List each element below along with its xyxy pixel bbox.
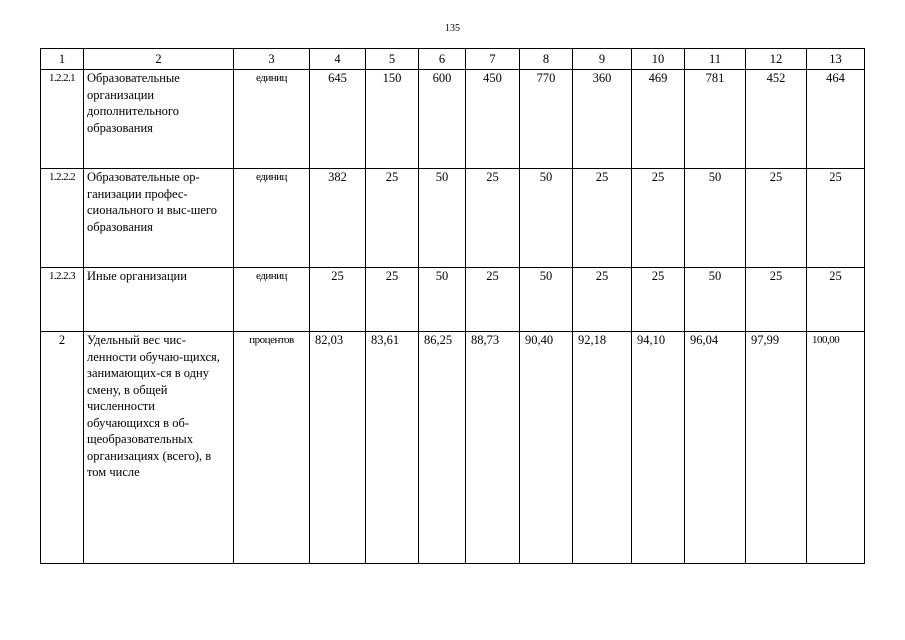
row-value: 25	[746, 268, 807, 332]
row-value: 25	[466, 268, 520, 332]
column-header: 5	[366, 49, 419, 70]
row-value: 50	[520, 169, 573, 268]
row-value: 83,61	[366, 332, 419, 564]
row-unit: единиц	[234, 169, 310, 268]
row-value: 464	[807, 70, 865, 169]
table-row	[41, 70, 865, 169]
row-value: 25	[632, 268, 685, 332]
column-header: 1	[41, 49, 84, 70]
row-value: 96,04	[685, 332, 746, 564]
column-header: 10	[632, 49, 685, 70]
table-header-row	[41, 49, 865, 70]
row-value: 452	[746, 70, 807, 169]
column-header: 8	[520, 49, 573, 70]
table-row	[41, 268, 865, 332]
row-value: 100,00	[807, 332, 865, 564]
column-header: 11	[685, 49, 746, 70]
row-value: 50	[685, 268, 746, 332]
column-header: 13	[807, 49, 865, 70]
row-unit: процентов	[234, 332, 310, 564]
row-value: 600	[419, 70, 466, 169]
row-value: 94,10	[632, 332, 685, 564]
row-name: Иные организации	[84, 268, 234, 332]
row-unit: единиц	[234, 70, 310, 169]
row-value: 781	[685, 70, 746, 169]
column-header: 2	[84, 49, 234, 70]
row-code: 1.2.2.3	[41, 268, 84, 332]
row-value: 469	[632, 70, 685, 169]
row-value: 50	[520, 268, 573, 332]
row-value: 25	[573, 169, 632, 268]
row-value: 50	[685, 169, 746, 268]
row-value: 150	[366, 70, 419, 169]
column-header: 7	[466, 49, 520, 70]
row-value: 90,40	[520, 332, 573, 564]
row-value: 645	[310, 70, 366, 169]
row-value: 50	[419, 268, 466, 332]
row-name: Образовательные организации дополнительного образования	[84, 70, 234, 169]
data-table	[40, 48, 865, 564]
row-value: 25	[466, 169, 520, 268]
column-header: 9	[573, 49, 632, 70]
row-value: 97,99	[746, 332, 807, 564]
row-value: 25	[632, 169, 685, 268]
row-name: Образовательные ор-ганизации профес-сионального и выс-шего образования	[84, 169, 234, 268]
row-value: 25	[807, 169, 865, 268]
row-value: 25	[366, 169, 419, 268]
row-code: 2	[41, 332, 84, 564]
table-row	[41, 169, 865, 268]
column-header: 3	[234, 49, 310, 70]
row-value: 25	[746, 169, 807, 268]
row-unit: единиц	[234, 268, 310, 332]
row-value: 450	[466, 70, 520, 169]
row-value: 50	[419, 169, 466, 268]
column-header: 12	[746, 49, 807, 70]
row-code: 1.2.2.1	[41, 70, 84, 169]
row-value: 25	[310, 268, 366, 332]
row-value: 25	[573, 268, 632, 332]
row-value: 770	[520, 70, 573, 169]
table-row	[41, 332, 865, 564]
row-value: 25	[366, 268, 419, 332]
row-value: 25	[807, 268, 865, 332]
row-value: 88,73	[466, 332, 520, 564]
row-code: 1.2.2.2	[41, 169, 84, 268]
page-number: 135	[445, 23, 460, 34]
row-value: 86,25	[419, 332, 466, 564]
row-name: Удельный вес чис-ленности обучаю-щихся, занимающих-ся в одну смену, в общей численности обучающихся в об-щеобразовательных организациях (всего), в том числе	[84, 332, 234, 564]
row-value: 82,03	[310, 332, 366, 564]
row-value: 360	[573, 70, 632, 169]
column-header: 4	[310, 49, 366, 70]
column-header: 6	[419, 49, 466, 70]
row-value: 382	[310, 169, 366, 268]
row-value: 92,18	[573, 332, 632, 564]
